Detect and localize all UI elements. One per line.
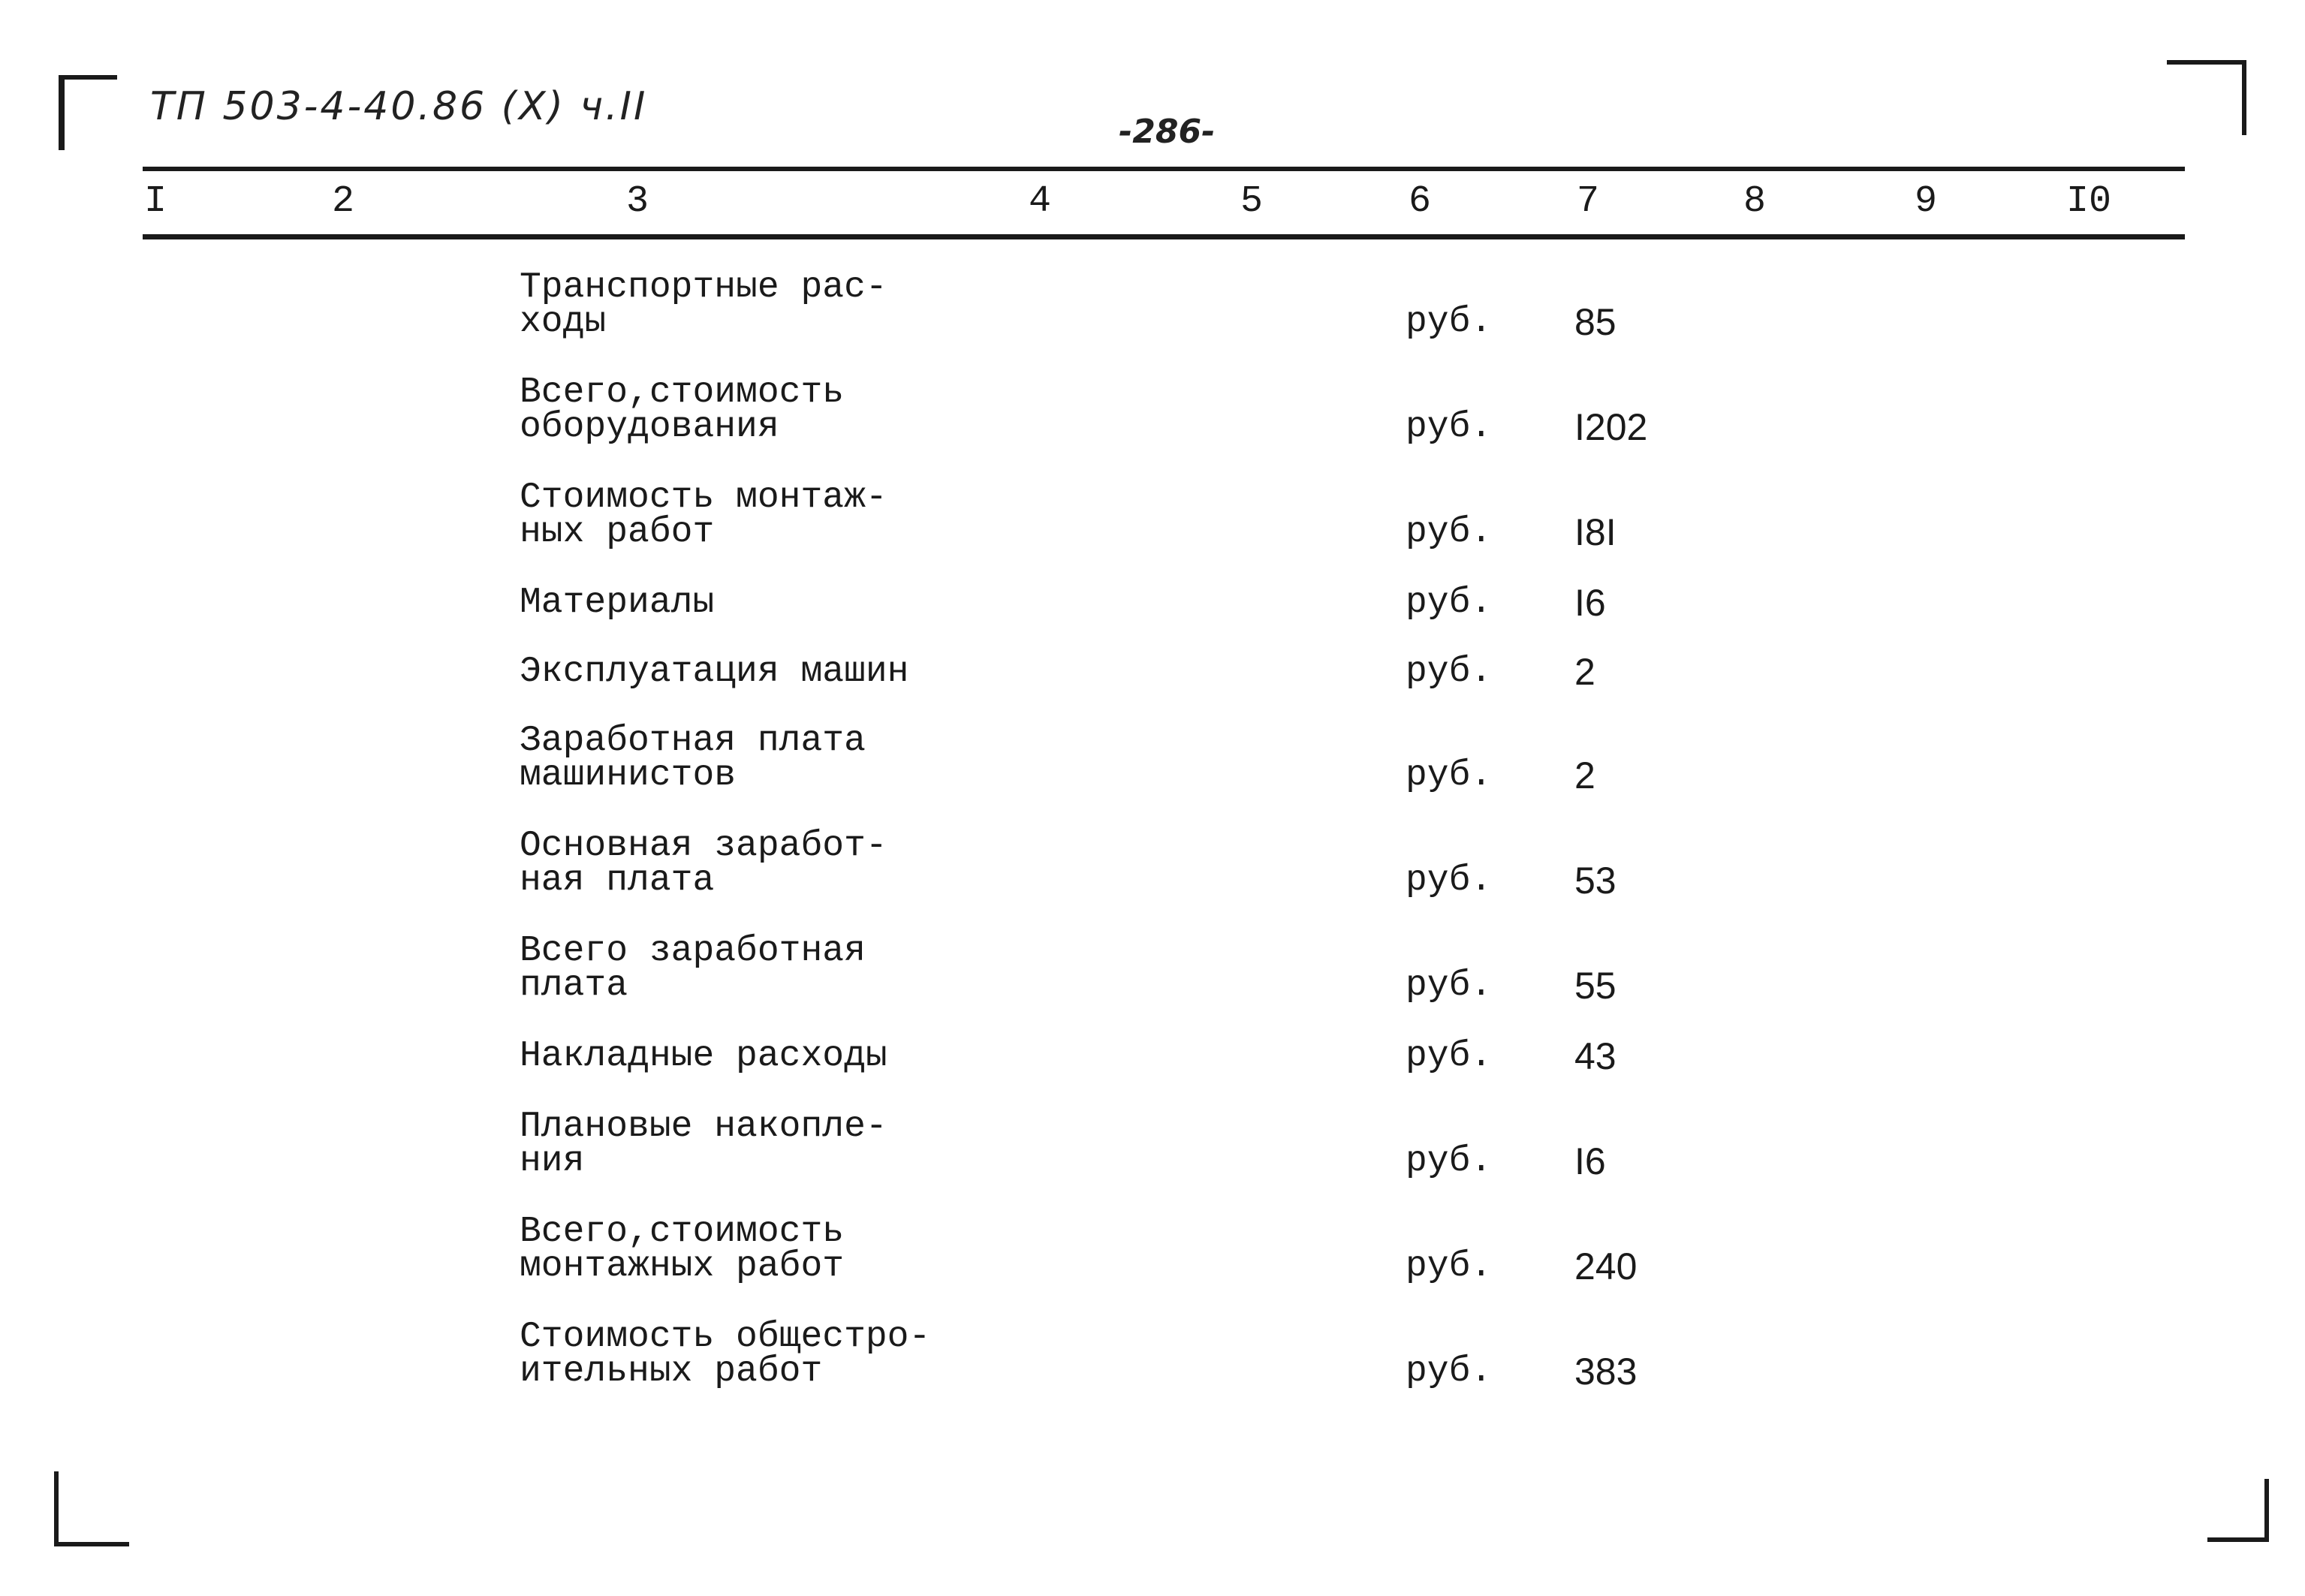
column-header-9: 9 <box>1915 180 1938 223</box>
row-value: I6 <box>1574 582 1606 624</box>
column-header-6: 6 <box>1409 180 1432 223</box>
row-description: Стоимость монтаж- ных работ <box>520 477 887 553</box>
row-unit: руб. <box>1406 755 1493 796</box>
row-description: Транспортные рас- ходы <box>520 267 887 342</box>
row-description: Плановые накопле- ния <box>520 1107 887 1182</box>
column-header-10: I0 <box>2066 180 2112 223</box>
row-unit: руб. <box>1406 302 1493 342</box>
row-value: 55 <box>1574 965 1617 1007</box>
row-value: I202 <box>1574 406 1648 448</box>
row-unit: руб. <box>1406 407 1493 447</box>
document-code: ТП 503-4-40.86 (X) ч.II <box>150 84 648 129</box>
row-unit: руб. <box>1406 965 1493 1006</box>
row-description: Эксплуатация машин <box>520 652 909 692</box>
corner-mark-bottom-right <box>2264 1479 2269 1542</box>
row-value: 53 <box>1574 860 1617 902</box>
row-unit: руб. <box>1406 860 1493 901</box>
row-value: 43 <box>1574 1035 1617 1077</box>
row-description: Всего,стоимость монтажных работ <box>520 1212 845 1287</box>
corner-mark-bottom-left <box>54 1471 59 1546</box>
row-value: 2 <box>1574 651 1595 693</box>
row-description: Накладные расходы <box>520 1036 887 1077</box>
row-description: Всего,стоимость оборудования <box>520 372 845 447</box>
row-description: Материалы <box>520 583 715 623</box>
row-unit: руб. <box>1406 583 1493 623</box>
corner-mark-top-right-h <box>2167 60 2246 65</box>
row-unit: руб. <box>1406 1141 1493 1182</box>
column-header-2: 2 <box>332 180 355 223</box>
row-unit: руб. <box>1406 652 1493 692</box>
column-header-3: 3 <box>626 180 649 223</box>
column-header-7: 7 <box>1577 180 1600 223</box>
corner-mark-bottom-left-h <box>54 1542 129 1546</box>
corner-mark-top-right <box>2242 60 2246 135</box>
page-number: -286- <box>1119 113 1216 151</box>
corner-mark-bottom-right-h <box>2207 1537 2269 1542</box>
row-value: 2 <box>1574 754 1595 796</box>
corner-mark-top-left-h <box>59 75 117 80</box>
row-value: 85 <box>1574 301 1617 343</box>
row-value: I6 <box>1574 1140 1606 1182</box>
column-header-5: 5 <box>1240 180 1264 223</box>
row-value: I8I <box>1574 511 1617 553</box>
row-value: 383 <box>1574 1351 1638 1393</box>
row-unit: руб. <box>1406 1246 1493 1287</box>
row-description: Заработная плата машинистов <box>520 721 866 796</box>
row-unit: руб. <box>1406 1036 1493 1077</box>
header-rule-top <box>143 167 2185 171</box>
corner-mark-top-left <box>59 75 65 150</box>
row-value: 240 <box>1574 1245 1638 1287</box>
row-unit: руб. <box>1406 1351 1493 1392</box>
row-description: Основная заработ- ная плата <box>520 826 887 901</box>
row-description: Стоимость общестро- ительных работ <box>520 1317 931 1392</box>
column-header-1: I <box>144 180 167 223</box>
header-rule-bottom <box>143 234 2185 239</box>
column-header-4: 4 <box>1029 180 1052 223</box>
row-unit: руб. <box>1406 512 1493 553</box>
column-header-8: 8 <box>1743 180 1767 223</box>
row-description: Всего заработная плата <box>520 931 866 1006</box>
